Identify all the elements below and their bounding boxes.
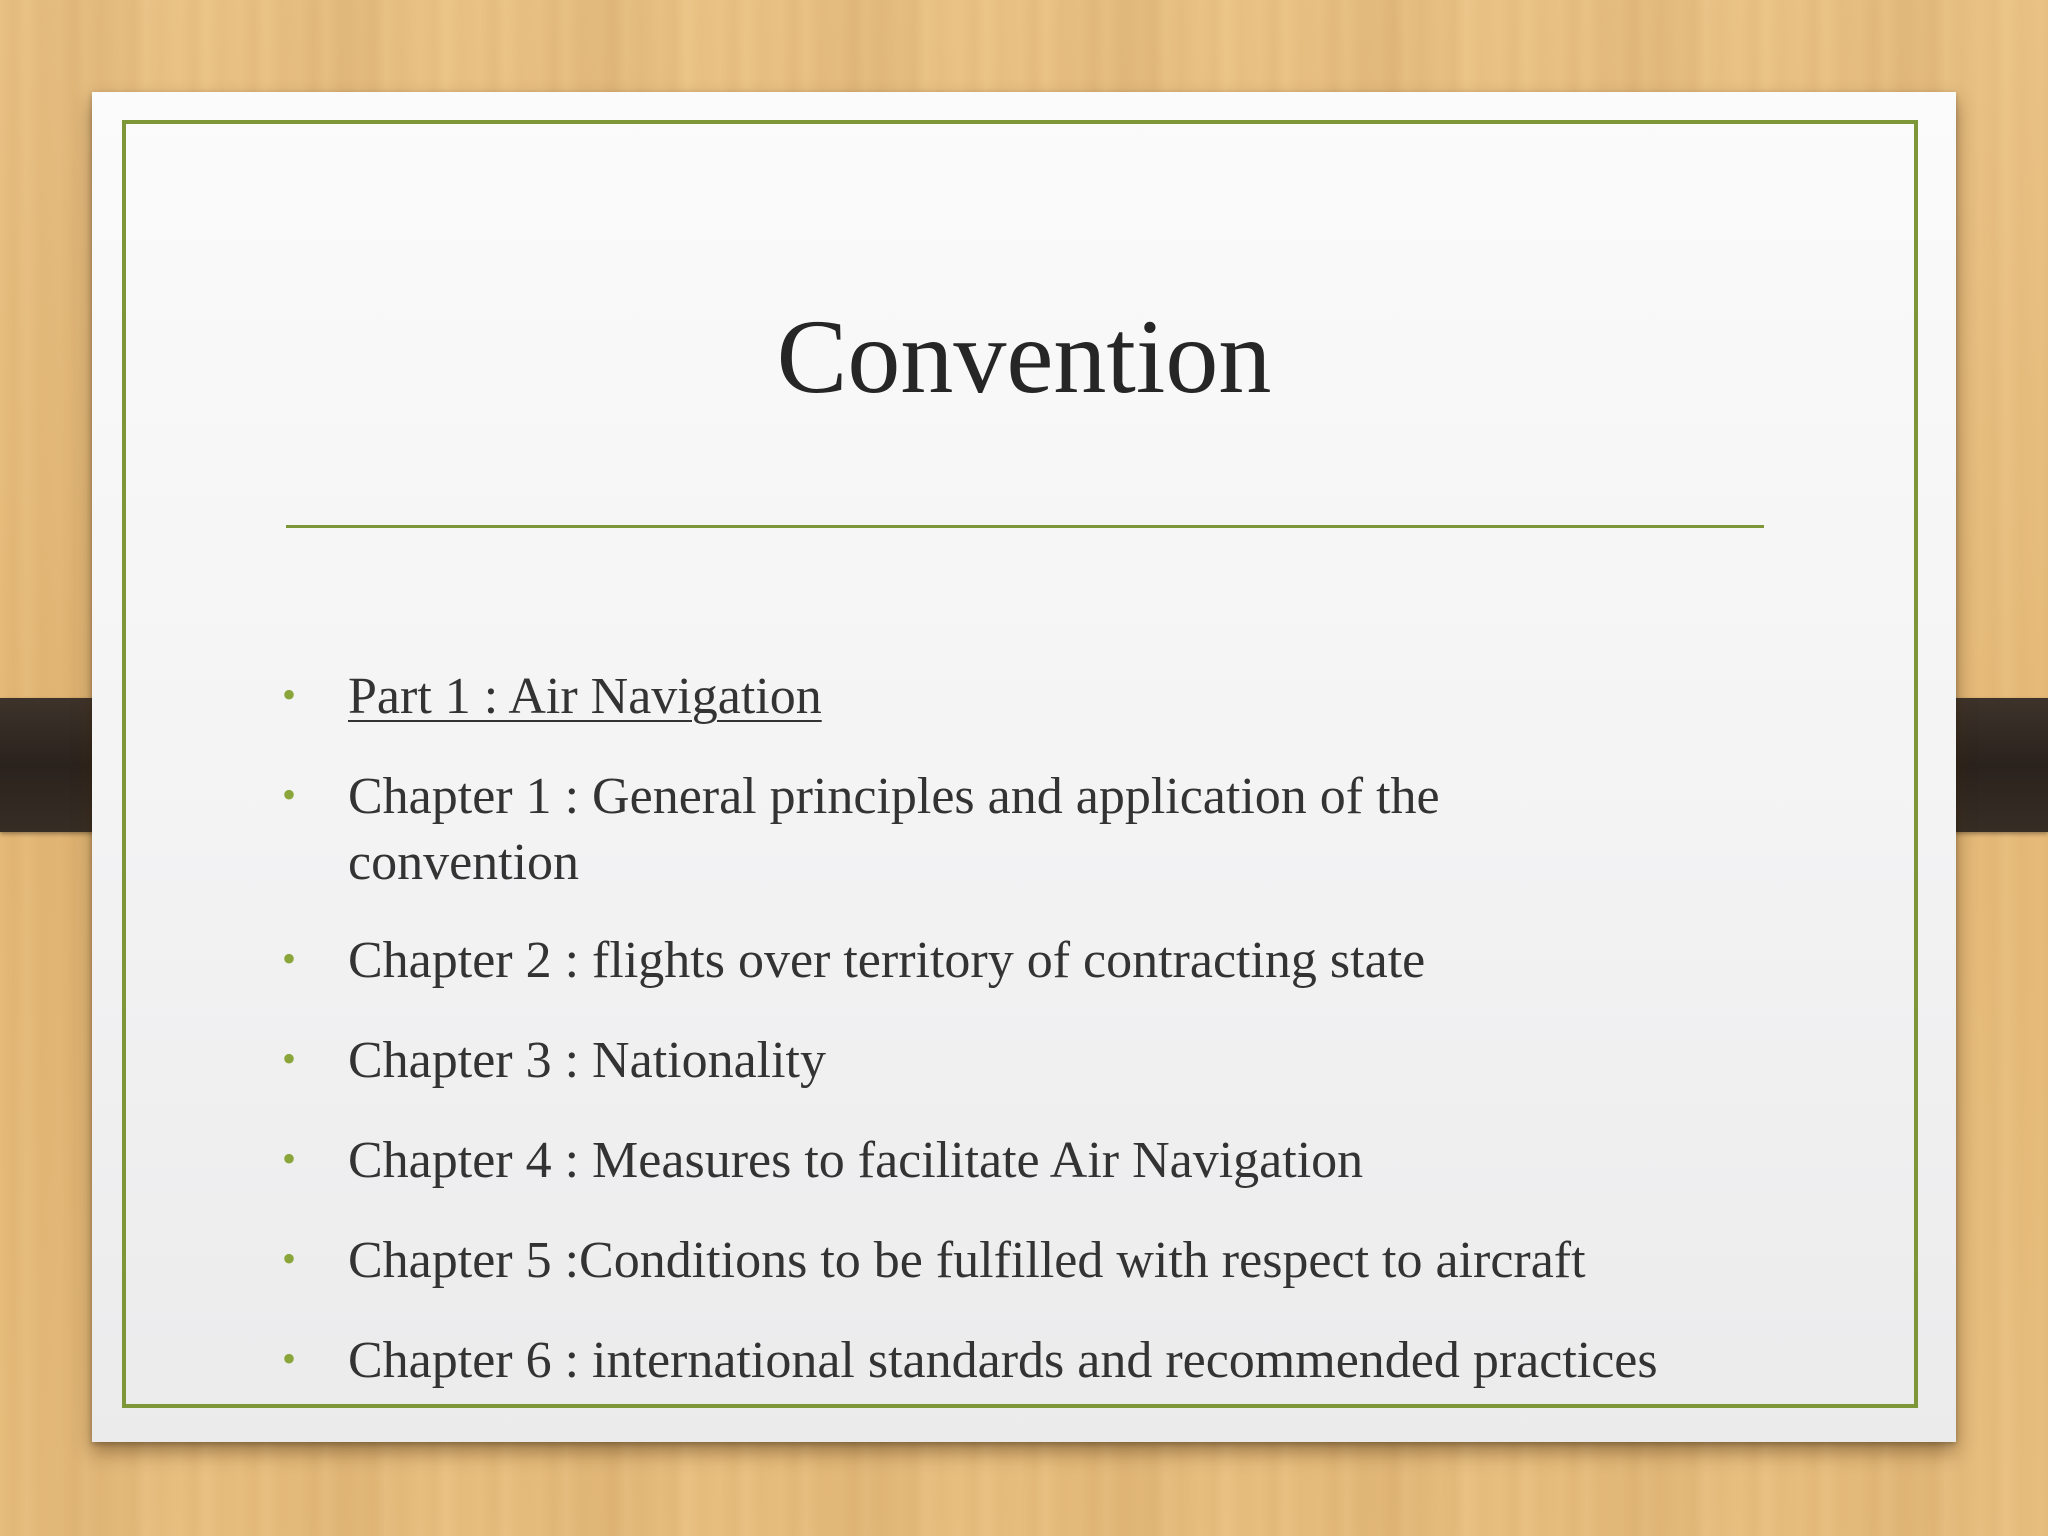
chapter-1-text: Chapter 1 : General principles and application of the convention	[348, 768, 1440, 891]
bullet-icon: •	[282, 772, 297, 817]
chapter-5-text: Chapter 5 :Conditions to be fulfilled with respect to aircraft	[348, 1232, 1586, 1289]
chapter-2-text: Chapter 2 : flights over territory of contracting state	[348, 932, 1426, 989]
list-item	[282, 1228, 1842, 1294]
slide-title: Convention	[776, 298, 1272, 415]
bullet-icon: •	[282, 1036, 297, 1081]
bullet-icon: •	[282, 1236, 297, 1281]
slide-card	[92, 92, 1956, 1442]
list-item	[282, 928, 1842, 994]
title-divider	[286, 525, 1764, 528]
bullet-icon: •	[282, 672, 297, 717]
list-item	[282, 1328, 1842, 1394]
list-item	[282, 1028, 1842, 1094]
chapter-3-text: Chapter 3 : Nationality	[348, 1032, 827, 1089]
bullet-list	[282, 664, 1842, 1428]
list-item	[282, 764, 1842, 896]
bullet-icon: •	[282, 1136, 297, 1181]
list-item	[282, 664, 1842, 730]
list-item	[282, 1128, 1842, 1194]
part-heading: Part 1 : Air Navigation	[348, 668, 822, 725]
chapter-4-text: Chapter 4 : Measures to facilitate Air Navigation	[348, 1132, 1364, 1189]
chapter-6-text: Chapter 6 : international standards and recommended practices	[348, 1332, 1658, 1389]
bullet-icon: •	[282, 936, 297, 981]
bullet-icon: •	[282, 1336, 297, 1381]
